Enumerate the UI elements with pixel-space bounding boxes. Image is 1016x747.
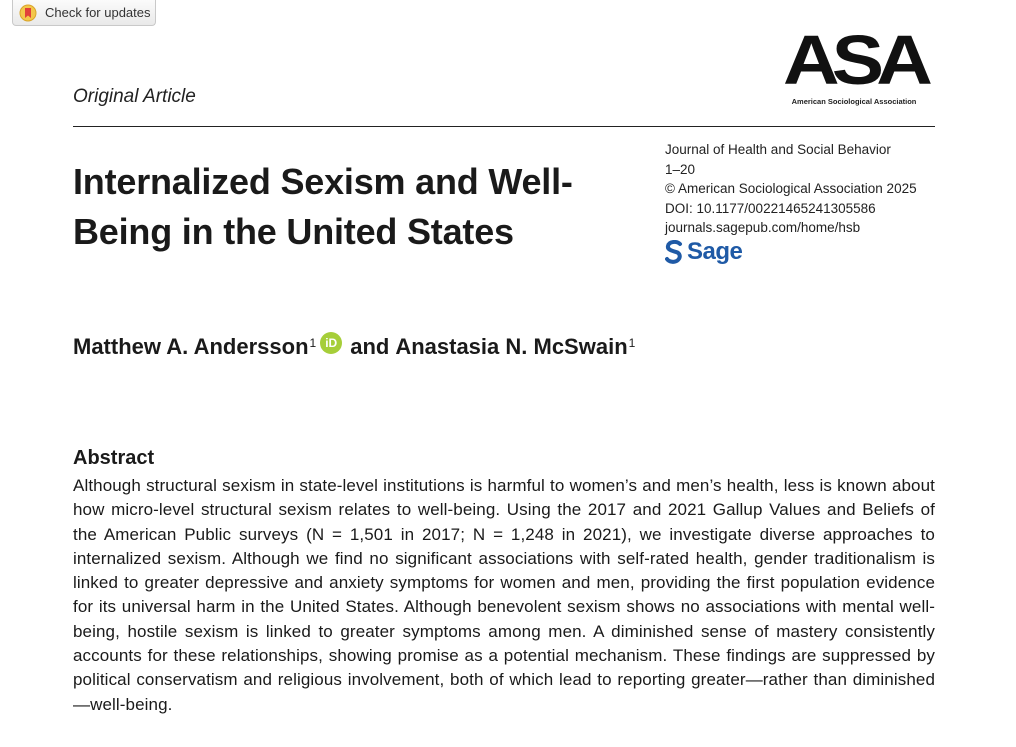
asa-logo-name: American Sociological Association	[791, 97, 917, 106]
asa-logo-letters: ASA	[782, 21, 925, 99]
author-list	[73, 334, 635, 360]
check-for-updates-label: Check for updates	[45, 5, 151, 20]
journal-url[interactable]: journals.sagepub.com/home/hsb	[665, 220, 861, 235]
article-title: Internalized Sexism and Well-Being in the United States	[73, 161, 573, 252]
author-connector: and	[350, 334, 390, 359]
abstract-body: Although structural sexism in state-level institutions is harmful to women’s and men’s health, less is known about how micro-level structural sexism relates to well-being. Using the 2017 and 2021 Gallup Values and Beliefs of the American Public surveys (N = 1,501 in 2017; N = 1,248 in 2021), we investigate diverse approaches to internalized sexism. Although we find no significant associations with self-rated health, gender traditionalism is linked to greater depressive and anxiety symptoms for women and men, providing the first population evidence for its universal harm in the United States. Although benevolent sexism shows no associations with mental well-being, hostile sexism is linked to greater symptoms among men. A diminished sense of mastery consistently accounts for these relationships, showing promise as a potential mechanism. These findings are suppressed by political conservatism and religious involvement, both of which lead to reporting greater—rather than diminished—well-being.	[73, 476, 935, 714]
journal-pages: 1–20	[665, 161, 696, 177]
header-divider	[73, 126, 935, 127]
article-type: Original Article	[73, 86, 196, 107]
sage-logo-label: Sage	[687, 238, 743, 265]
author-name: Matthew A. Andersson	[73, 334, 309, 359]
author-affiliation: 1	[309, 336, 317, 350]
asa-logo	[772, 22, 936, 110]
journal-name: Journal of Health and Social Behavior	[665, 142, 891, 157]
sage-s-icon	[665, 240, 683, 264]
author-affiliation: 1	[628, 336, 636, 350]
journal-doi[interactable]: DOI: 10.1177/00221465241305586	[665, 200, 876, 216]
journal-copyright: © American Sociological Association 2025	[665, 181, 917, 196]
abstract-heading: Abstract	[73, 447, 155, 469]
check-updates-icon	[19, 4, 37, 22]
orcid-icon[interactable]: iD	[320, 332, 342, 354]
journal-info	[665, 140, 955, 238]
check-for-updates-button[interactable]	[12, 0, 156, 26]
author-name: Anastasia N. McSwain	[395, 334, 628, 359]
sage-logo	[665, 238, 742, 266]
